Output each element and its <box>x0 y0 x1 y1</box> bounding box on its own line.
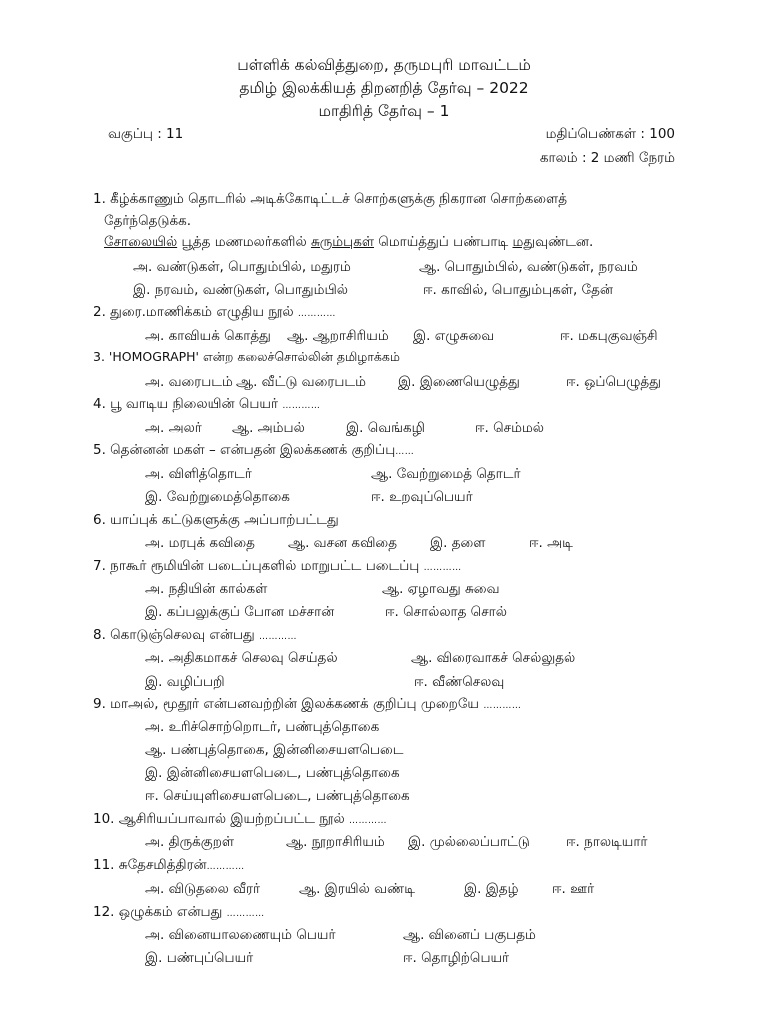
question-1-option-b: ஆ. பொதும்பில், வண்டுகள், நரவம் <box>419 259 638 275</box>
question-2-stem: 2. துரை.மாணிக்கம் எழுதிய நூல் ………… <box>93 304 336 320</box>
question-5-stem: 5. தென்னன் மகள் – என்பதன் இலக்கணக் குறிப்பு…… <box>93 442 415 458</box>
question-2-option-d: ஈ. மகபுகுவஞ்சி <box>560 328 658 344</box>
question-7-option-d: ஈ. சொல்லாத சொல் <box>385 604 507 620</box>
question-9-option-a: அ. உரிச்சொற்றொடர், பண்புத்தொகை <box>145 719 380 735</box>
question-8-stem: 8. கொடுஞ்செலவு என்பது ………… <box>93 627 297 643</box>
question-11-option-b: ஆ. இரயில் வண்டி <box>299 881 415 897</box>
question-5-option-c: இ. வேற்றுமைத்தொகை <box>145 489 290 505</box>
question-7-option-a: அ. நதியின் கால்கள் <box>145 581 268 597</box>
question-9-option-b: ஆ. பண்புத்தொகை, இன்னிசையளபெடை <box>145 742 404 758</box>
question-8-option-a: அ. அதிகமாகச் செலவு செய்தல் <box>145 650 338 666</box>
question-11-stem: 11. சுதேசமித்திரன்………… <box>93 857 245 873</box>
header-model-test: மாதிரித் தேர்வு – 1 <box>318 102 450 120</box>
question-6-option-c: இ. தளை <box>430 535 486 551</box>
question-11-option-d: ஈ. ஊர் <box>552 881 595 897</box>
question-3-stem: 3. 'HOMOGRAPH' என்ற கலைச்சொல்லின் தமிழாக்கம் <box>93 349 400 364</box>
question-3-option-b: ஆ. வீட்டு வரைபடம் <box>236 374 366 390</box>
question-3-option-d: ஈ. ஒப்பெழுத்து <box>566 374 661 390</box>
question-2-option-c: இ. எழுசுவை <box>413 328 495 344</box>
question-7-stem: 7. நாகூர் ரூமியின் படைப்புகளில் மாறுபட்ட படைப்பு ………… <box>93 558 462 574</box>
question-9-option-d: ஈ. செய்யுளிசையளபெடை, பண்புத்தொகை <box>145 788 410 804</box>
question-8-option-d: ஈ. வீண்செலவு <box>414 674 505 690</box>
question-8-option-c: இ. வழிப்பறி <box>145 674 225 690</box>
question-10-option-d: ஈ. நாலடியார் <box>566 834 648 850</box>
question-10-stem: 10. ஆசிரியப்பாவால் இயற்றப்பட்ட நூல் ………… <box>93 811 387 827</box>
question-6-stem: 6. யாப்புக் கட்டுகளுக்கு அப்பாற்பட்டது <box>93 512 339 528</box>
question-2-option-a: அ. காவியக் கொத்து <box>145 328 271 344</box>
question-1-option-d: ஈ. காவில், பொதும்புகள், தேன் <box>423 282 614 298</box>
question-12-stem: 12. ஒழுக்கம் என்பது ………… <box>93 904 265 920</box>
question-12-option-b: ஆ. வினைப் பகுபதம் <box>403 927 536 943</box>
underlined-word: சோலையில் <box>104 234 178 250</box>
question-5-option-b: ஆ. வேற்றுமைத் தொடர் <box>371 466 521 482</box>
time-label: காலம் : 2 மணி நேரம் <box>539 150 675 166</box>
question-4-option-b: ஆ. அம்பல் <box>232 420 305 436</box>
underlined-word: மது <box>512 234 536 250</box>
question-11-option-c: இ. இதழ் <box>464 881 519 897</box>
question-4-stem: 4. பூ வாடிய நிலையின் பெயர் ………… <box>93 396 321 412</box>
question-4-option-d: ஈ. செம்மல் <box>475 420 545 436</box>
question-12-option-a: அ. வினையாலணையும் பெயர் <box>145 927 336 943</box>
question-7-option-c: இ. கப்பலுக்குப் போன மச்சான் <box>145 604 335 620</box>
question-6-option-a: அ. மரபுக் கவிதை <box>145 535 255 551</box>
question-10-option-c: இ. முல்லைப்பாட்டு <box>408 834 530 850</box>
question-2-option-b: ஆ. ஆறாசிரியம் <box>287 328 389 344</box>
question-1-sentence: சோலையில் பூத்த மணமலர்களில் சுரும்புகள் மொய்த்துப் பண்பாடி மதுவுண்டன. <box>104 234 594 250</box>
question-3-option-a: அ. வரைபடம் <box>145 374 233 390</box>
question-1-stem: 1. கீழ்க்காணும் தொடரில் அடிக்கோடிட்டச் சொற்களுக்கு நிகரான சொற்களைத் <box>93 191 568 207</box>
question-10-option-b: ஆ. நூறாசிரியம் <box>286 834 385 850</box>
marks-label: மதிப்பெண்கள் : 100 <box>545 126 675 142</box>
question-3-option-c: இ. இணையெழுத்து <box>398 374 520 390</box>
class-label: வகுப்பு : 11 <box>108 126 184 142</box>
header-department: பள்ளிக் கல்வித்துறை, தருமபுரி மாவட்டம் <box>237 56 531 74</box>
question-6-option-d: ஈ. அடி <box>529 535 573 551</box>
question-9-stem: 9. மாஅல், மூதூர் என்பனவற்றின் இலக்கணக் குறிப்பு முறையே ………… <box>93 696 522 712</box>
question-10-option-a: அ. திருக்குறள் <box>145 834 235 850</box>
question-5-option-a: அ. விளித்தொடர் <box>145 466 252 482</box>
question-1-stem-cont: தேர்ந்தெடுக்க. <box>104 213 192 229</box>
question-1-option-c: இ. நரவம், வண்டுகள், பொதும்பில் <box>133 282 348 298</box>
question-11-option-a: அ. விடுதலை வீரர் <box>145 881 261 897</box>
header-exam-title: தமிழ் இலக்கியத் திறனறித் தேர்வு – 2022 <box>239 79 529 97</box>
question-4-option-c: இ. வெங்கழி <box>346 420 425 436</box>
question-6-option-b: ஆ. வசன கவிதை <box>288 535 397 551</box>
question-7-option-b: ஆ. ஏழாவது சுவை <box>382 581 500 597</box>
question-8-option-b: ஆ. விரைவாகச் செல்லுதல் <box>411 650 576 666</box>
question-5-option-d: ஈ. உறவுப்பெயர் <box>371 489 473 505</box>
underlined-word: சுரும்புகள் <box>310 234 375 250</box>
question-4-option-a: அ. அலர் <box>145 420 202 436</box>
question-9-option-c: இ. இன்னிசையளபெடை, பண்புத்தொகை <box>145 765 400 781</box>
question-12-option-d: ஈ. தொழிற்பெயர் <box>403 950 510 966</box>
question-1-option-a: அ. வண்டுகள், பொதும்பில், மதுரம் <box>133 259 351 275</box>
question-12-option-c: இ. பண்புப்பெயர் <box>145 950 254 966</box>
